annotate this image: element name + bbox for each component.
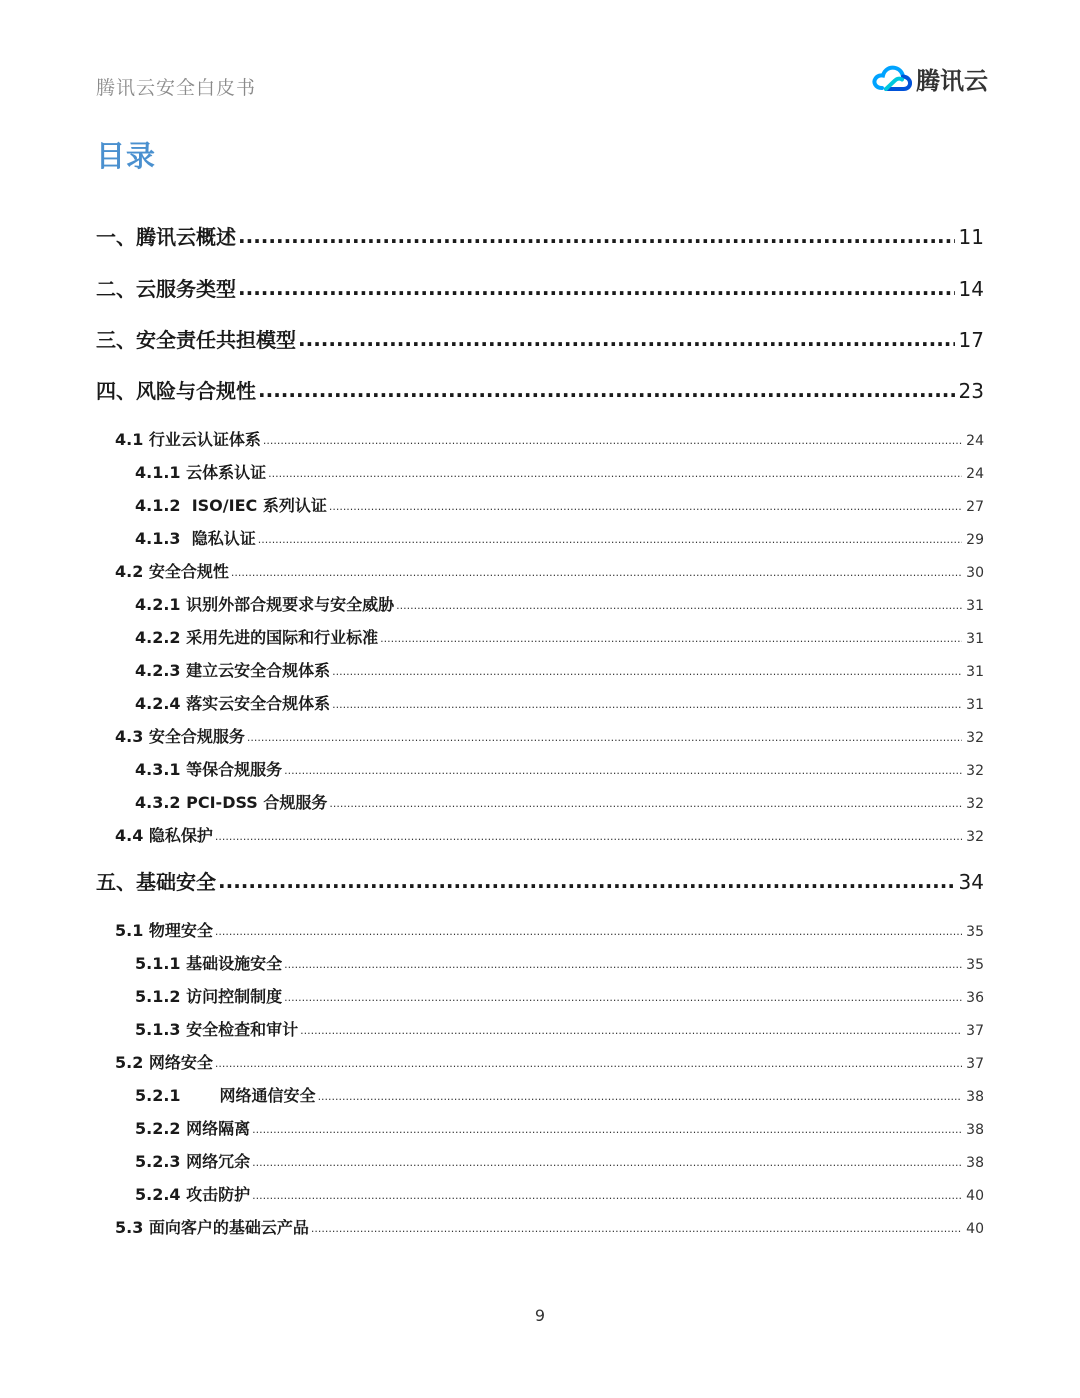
toc-dot-leader	[298, 327, 955, 351]
toc-entry[interactable]	[96, 866, 984, 895]
toc-entry-label: 4.1.1 云体系认证	[135, 463, 267, 482]
toc-entry-label: 5.2 网络安全	[115, 1053, 213, 1072]
toc-entry-page: 38	[966, 1089, 984, 1105]
toc-entry-page: 35	[966, 924, 984, 940]
toc-dot-leader	[218, 869, 955, 893]
toc-dot-leader	[311, 1222, 962, 1235]
toc-entry[interactable]	[135, 984, 984, 1007]
toc-dot-leader	[231, 566, 962, 579]
toc-entry[interactable]	[115, 823, 984, 846]
toc-entry[interactable]	[135, 493, 984, 516]
toc-entry-page: 31	[966, 664, 984, 680]
toc-entry[interactable]	[115, 724, 984, 747]
toc-dot-leader	[238, 276, 955, 300]
toc-entry[interactable]	[96, 324, 984, 353]
toc-dot-leader	[215, 925, 962, 938]
toc-dot-leader	[215, 830, 962, 843]
toc-entry-label: 四、风险与合规性	[96, 379, 256, 403]
toc-entry-label: 4.2.4 落实云安全合规体系	[135, 694, 331, 713]
toc-entry[interactable]	[135, 790, 984, 813]
toc-entry-label: 5.2.2 网络隔离	[135, 1119, 251, 1138]
toc-entry-page: 32	[966, 796, 984, 812]
toc-entry-page: 14	[958, 277, 984, 301]
toc-entry-page: 11	[958, 225, 984, 249]
toc-entry-label: 4.1.2 ISO/IEC 系列认证	[135, 496, 327, 515]
toc-entry-label: 5.1.2 访问控制制度	[135, 987, 283, 1006]
toc-entry-page: 37	[966, 1056, 984, 1072]
toc-entry-page: 31	[966, 631, 984, 647]
toc-dot-leader	[238, 224, 955, 248]
toc-heading: 目录	[96, 139, 157, 173]
toc-entry[interactable]	[96, 221, 984, 250]
toc-dot-leader	[332, 698, 962, 711]
toc-dot-leader	[215, 1057, 962, 1070]
toc-dot-leader	[247, 731, 962, 744]
toc-entry-page: 32	[966, 763, 984, 779]
toc-dot-leader	[263, 434, 962, 447]
toc-dot-leader	[258, 378, 955, 402]
toc-entry[interactable]	[135, 757, 984, 780]
toc-entry-page: 37	[966, 1023, 984, 1039]
toc-entry-label: 5.2.3 网络冗余	[135, 1152, 251, 1171]
toc-entry-label: 4.2.1 识别外部合规要求与安全威胁	[135, 595, 395, 614]
toc-entry-page: 40	[966, 1188, 984, 1204]
toc-entry-label: 5.2.1 网络通信安全	[135, 1086, 316, 1105]
toc-entry-page: 38	[966, 1155, 984, 1171]
toc-entry-label: 三、安全责任共担模型	[96, 328, 296, 352]
toc-entry[interactable]	[135, 625, 984, 648]
toc-dot-leader	[329, 797, 962, 810]
toc-dot-leader	[252, 1156, 962, 1169]
toc-entry-page: 38	[966, 1122, 984, 1138]
toc-entry-page: 23	[958, 379, 984, 403]
toc-entry-page: 24	[966, 466, 984, 482]
toc-dot-leader	[252, 1189, 962, 1202]
toc-entry[interactable]	[135, 1017, 984, 1040]
toc-dot-leader	[258, 533, 962, 546]
toc-entry-label: 5.3 面向客户的基础云产品	[115, 1218, 309, 1237]
toc-entry[interactable]	[115, 918, 984, 941]
toc-entry-page: 34	[958, 870, 984, 894]
toc-entry[interactable]	[115, 1050, 984, 1073]
toc-entry-label: 一、腾讯云概述	[96, 225, 236, 249]
tencent-cloud-logo	[870, 58, 988, 98]
toc-entry[interactable]	[96, 273, 984, 302]
toc-entry-page: 32	[966, 730, 984, 746]
toc-entry-page: 29	[966, 532, 984, 548]
document-header-title: 腾讯云安全白皮书	[96, 77, 257, 99]
toc-entry-label: 5.2.4 攻击防护	[135, 1185, 251, 1204]
toc-entry-label: 4.2.2 采用先进的国际和行业标准	[135, 628, 379, 647]
toc-entry[interactable]	[115, 427, 984, 450]
toc-entry-label: 4.3 安全合规服务	[115, 727, 245, 746]
toc-entry[interactable]	[135, 691, 984, 714]
toc-dot-leader	[318, 1090, 963, 1103]
toc-entry-label: 4.4 隐私保护	[115, 826, 213, 845]
toc-dot-leader	[284, 764, 962, 777]
toc-dot-leader	[252, 1123, 962, 1136]
toc-entry-label: 4.2 安全合规性	[115, 562, 229, 581]
toc-entry-page: 32	[966, 829, 984, 845]
toc-entry-page: 27	[966, 499, 984, 515]
toc-entry[interactable]	[135, 526, 984, 549]
toc-entry-label: 5.1 物理安全	[115, 921, 213, 940]
toc-entry-page: 40	[966, 1221, 984, 1237]
toc-dot-leader	[396, 599, 962, 612]
toc-dot-leader	[332, 665, 962, 678]
toc-entry-label: 4.3.1 等保合规服务	[135, 760, 283, 779]
toc-entry-label: 5.1.1 基础设施安全	[135, 954, 283, 973]
toc-entry-label: 4.3.2 PCI-DSS 合规服务	[135, 793, 328, 812]
toc-entry-page: 31	[966, 697, 984, 713]
toc-dot-leader	[329, 500, 962, 513]
page-number: 9	[534, 1306, 546, 1325]
toc-entry[interactable]	[96, 375, 984, 404]
toc-entry-label: 5.1.3 安全检查和审计	[135, 1020, 299, 1039]
toc-entry-page: 17	[958, 328, 984, 352]
toc-dot-leader	[284, 991, 962, 1004]
toc-entry-label: 五、基础安全	[96, 870, 216, 894]
toc-entry-page: 35	[966, 957, 984, 973]
toc-dot-leader	[284, 958, 962, 971]
toc-entry[interactable]	[115, 559, 984, 582]
toc-entry-page: 30	[966, 565, 984, 581]
toc-dot-leader	[380, 632, 962, 645]
tencent-cloud-logo-icon	[870, 62, 912, 94]
toc-entry-page: 31	[966, 598, 984, 614]
toc-entry[interactable]	[135, 658, 984, 681]
toc-entry-label: 4.1 行业云认证体系	[115, 430, 261, 449]
toc-dot-leader	[300, 1024, 962, 1037]
toc-entry-label: 二、云服务类型	[96, 277, 236, 301]
toc-entry[interactable]	[135, 951, 984, 974]
toc-entry[interactable]	[135, 1116, 984, 1139]
logo-text: 腾讯云	[916, 66, 988, 95]
toc-entry[interactable]	[135, 592, 984, 615]
toc-entry-page: 36	[966, 990, 984, 1006]
toc-entry[interactable]	[135, 460, 984, 483]
toc-entry-page: 24	[966, 433, 984, 449]
toc-entry-label: 4.1.3 隐私认证	[135, 529, 256, 548]
toc-entry[interactable]	[135, 1149, 984, 1172]
toc-entry-label: 4.2.3 建立云安全合规体系	[135, 661, 331, 680]
toc-dot-leader	[268, 467, 962, 480]
toc-entry[interactable]	[135, 1083, 984, 1106]
toc-entry[interactable]	[135, 1182, 984, 1205]
toc-entry[interactable]	[115, 1215, 984, 1238]
